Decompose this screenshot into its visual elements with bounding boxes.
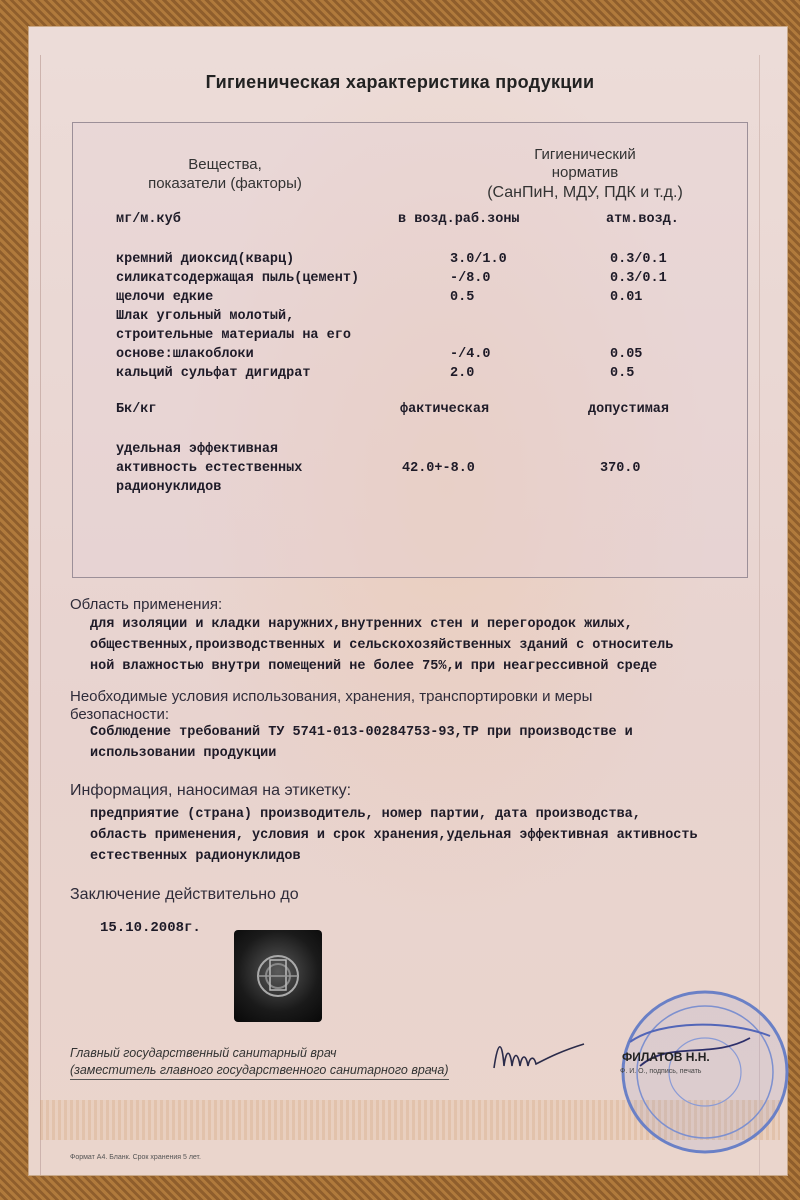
table-row-value-a: 3.0/1.0	[450, 252, 507, 267]
table-row-name-line: основе:шлакоблоки	[116, 347, 254, 362]
table-row-name: щелочи едкие	[116, 290, 214, 305]
table-row-name-line: строительные материалы на его	[116, 328, 351, 343]
conditions-text: Соблюдение требований ТУ 5741-013-00284753-93,ТР при производстве и использовании продукции	[90, 725, 633, 761]
radio-name-line: удельная эффективная	[116, 442, 279, 457]
table-row-value-b: 0.01	[610, 290, 643, 305]
conditions-label: Необходимые условия использования, хранения, транспортировки и меры безопасности:	[70, 688, 593, 723]
application-label: Область применения:	[70, 596, 223, 613]
application-text: для изоляции и кладки наружних,внутренних стен и перегородок жилых, общественных,производственных и сельскохозяйственных зданий с относитель ной влажностью внутри помещений не более 75%,и при неагрессивной среде	[90, 617, 674, 674]
table-row-value-b: 0.3/0.1	[610, 252, 667, 267]
col-a-header: в возд.раб.зоны	[398, 212, 520, 227]
col-allowed-header: допустимая	[588, 402, 670, 417]
document-title: Гигиеническая характеристика продукции	[205, 72, 595, 92]
hologram-emblem-icon	[234, 930, 322, 1022]
table-row-value-a: 0.5	[450, 290, 475, 305]
validity-date: 15.10.2008г.	[100, 920, 201, 936]
radio-allowed-value: 370.0	[600, 461, 641, 476]
footer-note: Формат А4. Бланк. Срок хранения 5 лет.	[70, 1154, 201, 1161]
col-actual-header: фактическая	[400, 402, 490, 417]
table-row-value-b: 0.5	[610, 366, 635, 381]
validity-label: Заключение действительно до	[70, 886, 299, 903]
label-info-label: Информация, наносимая на этикетку:	[70, 782, 352, 799]
signer-block: Главный государственный санитарный врач (заместитель главного государственного санитарного врача)	[70, 1045, 449, 1080]
table-row-name: кремний диоксид(кварц)	[116, 252, 295, 267]
signer-name: ФИЛАТОВ Н.Н.	[622, 1050, 710, 1064]
table-row-value-b: 0.3/0.1	[610, 271, 667, 286]
table-row-value-a: 2.0	[450, 366, 475, 381]
table-row-value-a: -/4.0	[450, 347, 491, 362]
hologram-seal	[234, 930, 322, 1022]
radio-actual-value: 42.0+-8.0	[402, 461, 475, 476]
unit-label: мг/м.куб	[116, 212, 181, 227]
header-norm: Гигиенический норматив (СанПиН, МДУ, ПДК и т.д.)	[487, 146, 683, 201]
table-row-value-a: -/8.0	[450, 271, 491, 286]
signature-scribble	[488, 1030, 598, 1080]
signer-sub: Ф. И. О., подпись, печать	[620, 1068, 702, 1075]
table-row-name-line: Шлак угольный молотый,	[116, 309, 295, 324]
official-stamp	[600, 980, 790, 1160]
table-row-name: кальций сульфат дигидрат	[116, 366, 311, 381]
header-substances: Вещества, показатели (факторы)	[148, 156, 302, 192]
table-row-name: силикатсодержащая пыль(цемент)	[116, 271, 360, 286]
col-b-header: атм.возд.	[606, 212, 679, 227]
label-info-text: предприятие (страна) производитель, номер партии, дата производства, область применения, условия и срок хранения,удельная эффективная активность естественных радионуклидов	[90, 807, 698, 864]
unit-label-radio: Бк/кг	[116, 402, 157, 417]
table-row-value-b: 0.05	[610, 347, 643, 362]
radio-name-line: радионуклидов	[116, 480, 222, 495]
radio-name-line: активность естественных	[116, 461, 303, 476]
